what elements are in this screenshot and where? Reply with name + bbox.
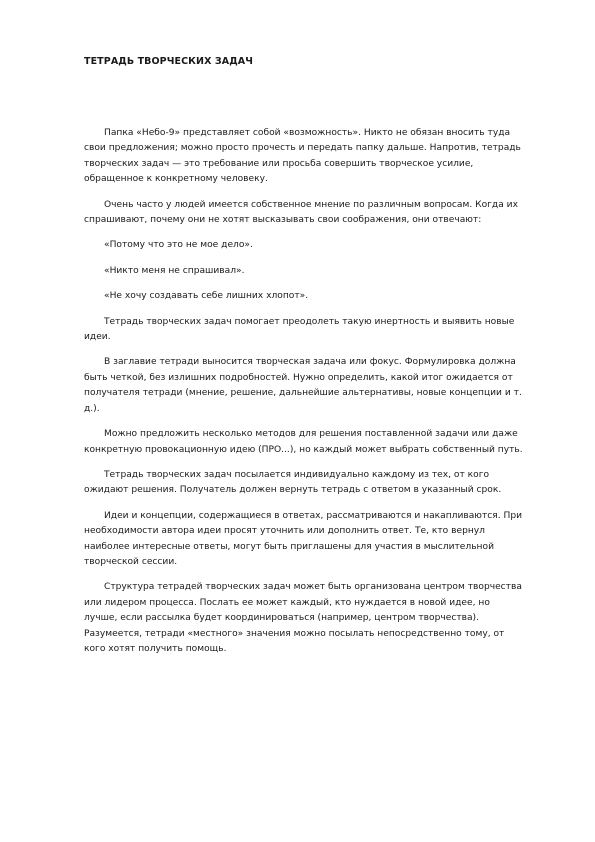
document-body [84, 126, 524, 667]
paragraph-6: Тетрадь творческих задач посылается индивидуально каждому из тех, от кого ожидают решения. Получатель должен вернуть тетрадь с ответом в указанный срок. [84, 469, 502, 496]
quote-line-2: «Никто меня не спрашивал». [104, 265, 245, 276]
paragraph-7: Идеи и концепции, содержащиеся в ответах, рассматриваются и накапливаются. При необходимости автора идеи просят уточнить или дополнить ответ. Те, кто вернул наиболее интересные ответы, могут быть приглашены для участия в мыслительной творческой сессии. [84, 510, 523, 567]
paragraph-1: Папка «Небо-9» представляет собой «возможность». Никто не обязан вносить туда свои предложения; можно просто прочесть и передать папку дальше. Напротив, тетрадь творческих задач — это требование или просьба совершить творческое усилие, обращенное к конкретному человеку. [84, 128, 521, 185]
paragraph-4: В заглавие тетради выносится творческая задача или фокус. Формулировка должна быть четкой, без излишних подробностей. Нужно определить, какой итог ожидается от получателя тетради (мнение, решение, дальнейшие альтернативы, новые концепции и т. д.). [84, 357, 522, 414]
paragraph-5: Можно предложить несколько методов для решения поставленной задачи или даже конкретную провокационную идею (ПРО...), но каждый может выбрать собственный путь. [84, 429, 523, 455]
paragraph-3: Тетрадь творческих задач помогает преодолеть такую инертность и выявить новые идеи. [84, 316, 515, 343]
quote-line-3: «Не хочу создавать себе лишних хлопот». [104, 291, 309, 302]
paragraph-8: Структура тетрадей творческих задач может быть организована центром творчества или лидером процесса. Послать ее может каждый, кто нуждается в новой идее, но лучше, если рассылка будет координироваться (например, центром творчества). Разумеется, тетради «местного» значения можно посылать непосредственно тому, от кого хотят получить помощь. [84, 582, 522, 654]
paragraph-2: Очень часто у людей имеется собственное мнение по различным вопросам. Когда их спрашивают, почему они не хотят высказывать свои соображения, они отвечают: [84, 199, 518, 226]
document-title: ТЕТРАДЬ ТВОРЧЕСКИХ ЗАДАЧ [84, 56, 254, 67]
quote-line-1: «Потому что это не мое дело». [104, 240, 253, 251]
